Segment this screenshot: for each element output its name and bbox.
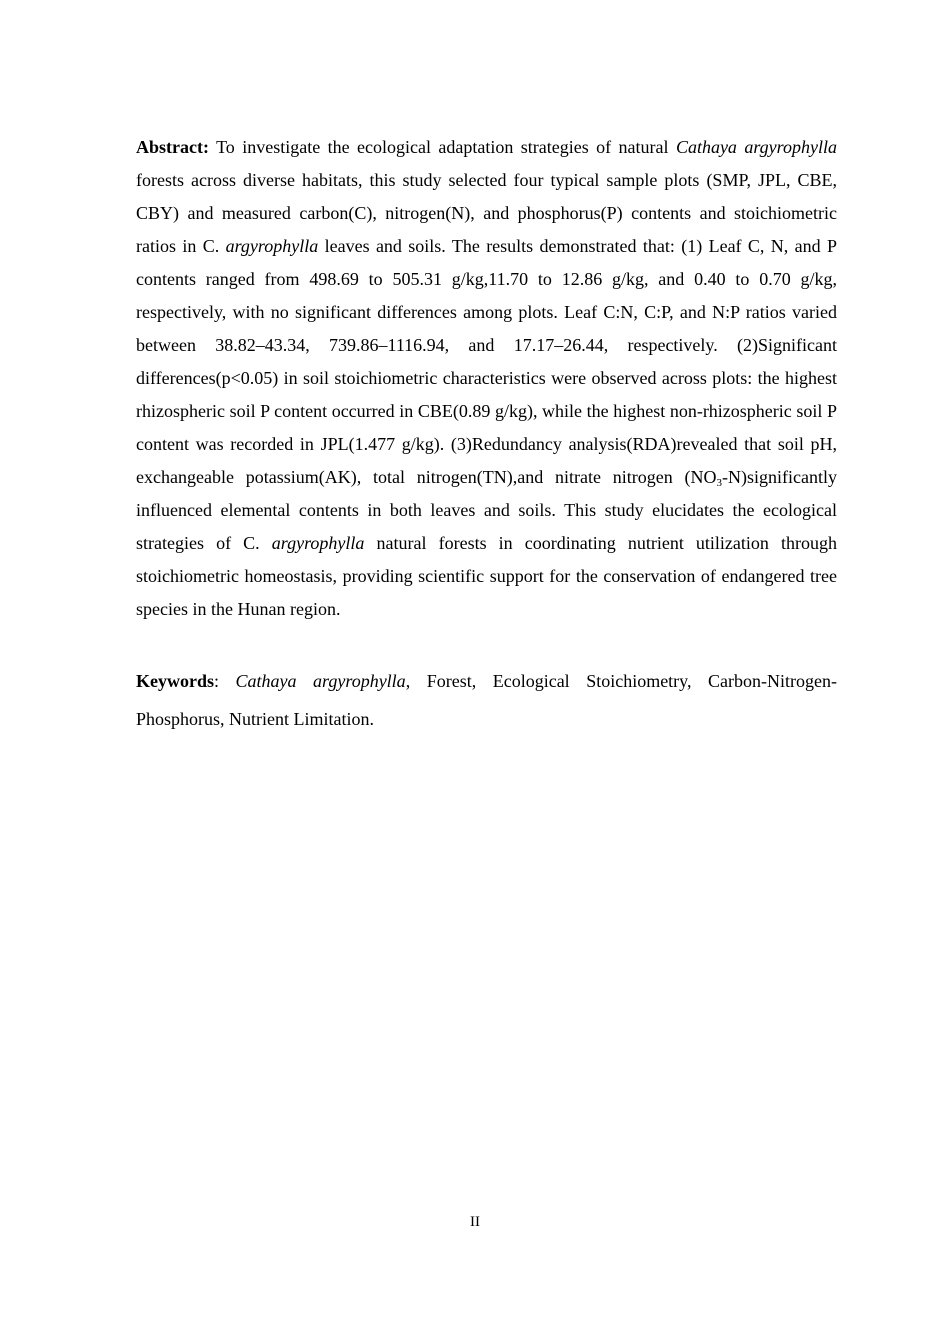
- keywords-label: Keywords: [136, 671, 214, 691]
- keywords-list: , Forest, Ecological Stoichiometry, Carbon-Nitrogen-Phosphorus, Nutrient Limitation.: [136, 671, 837, 729]
- species-name: argyrophylla: [271, 533, 365, 553]
- keywords-separator: :: [214, 671, 236, 691]
- species-name: Cathaya argyrophylla: [675, 137, 837, 157]
- abstract-text: natural forests in coordinating nutrient utilization through stoichiometric homeostasis, providing scientific support for the conservation of endangered tree species in the Hunan region.: [136, 533, 837, 619]
- subscript: 3: [716, 477, 723, 489]
- abstract-text: To investigate the ecological adaptation strategies of natural: [208, 137, 676, 157]
- abstract-text: forests across diverse habitats, this study selected four typical sample plots (SMP, JPL, CBE, CBY) and measured carbon(C), nitrogen(N), and phosphorus(P) contents and stoichiometric ratios in C.: [136, 170, 837, 256]
- keyword-species: Cathaya argyrophylla: [235, 671, 406, 691]
- page-number: II: [470, 1214, 480, 1230]
- abstract-text: leaves and soils. The results demonstrated that: (1) Leaf C, N, and P contents ranged from 498.69 to 505.31 g/kg,11.70 to 12.86 g/kg, and 0.40 to 0.70 g/kg, respectively, with no significant differences among plots. Leaf C:N, C:P, and N:P ratios varied between 38.82–43.34, 739.86–1116.94, and 17.17–26.44, respectively. (2)Significant differences(p<0.05) in soil stoichiometric characteristics were observed across plots: the highest rhizospheric soil P content occurred in CBE(0.89 g/kg), while the highest non-rhizospheric soil P content was recorded in JPL(1.477 g/kg). (3)Redundancy analysis(RDA)revealed that soil pH, exchangeable potassium(AK), total nitrogen(TN),and nitrate nitrogen (NO: [136, 236, 837, 487]
- abstract-text: -N)significantly influenced elemental contents in both leaves and soils. This study elucidates the ecological strategies of C.: [136, 467, 837, 553]
- keywords-paragraph: [136, 662, 837, 738]
- abstract-label: Abstract:: [136, 137, 209, 157]
- abstract-paragraph: [136, 131, 837, 626]
- species-name: argyrophylla: [225, 236, 319, 256]
